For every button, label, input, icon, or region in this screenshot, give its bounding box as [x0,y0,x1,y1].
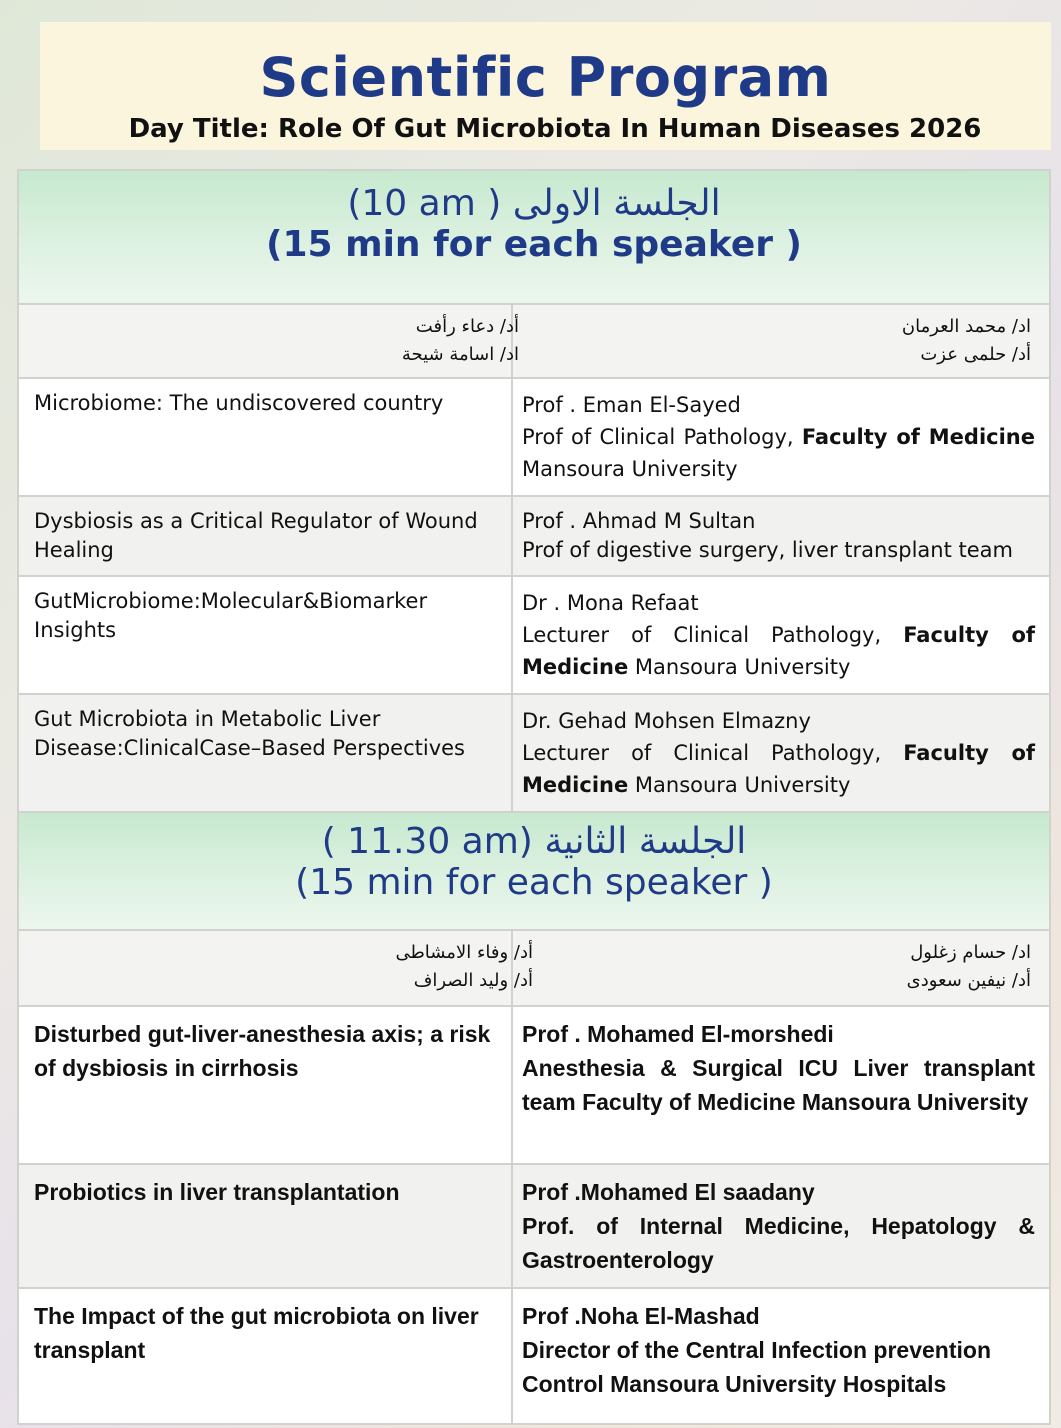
speaker-affiliation: Prof. of Internal Medicine, Hepatology & Gastroenterology [522,1213,1035,1273]
aff-part: Lecturer of Clinical Pathology, [522,623,882,647]
session-2-note: (15 min for each speaker ) [295,862,773,903]
session-2-cell [18,812,1050,930]
speaker-cell [512,1164,1050,1288]
speaker-name: Prof .Mohamed El saadany [522,1179,815,1205]
header-banner [40,22,1051,150]
day-title-text: Day Title: Role Of Gut Microbiota In Human Diseases 2026 [128,114,982,144]
aff-part: Mansoura University [634,655,851,679]
talk-row [18,1164,1050,1288]
chairs-right [513,305,1049,377]
talk-topic: The Impact of the gut microbiota on liver transplant [34,1303,479,1363]
chairs-row [18,930,1050,1006]
topic-cell [18,694,512,812]
topic-cell [18,1164,512,1288]
topic-cell [18,1288,512,1424]
chairs-right [513,931,1049,1003]
aff-part: Mansoura University [634,773,851,797]
talk-row [18,576,1050,694]
talk-topic: Gut Microbiota in Metabolic Liver Disease:ClinicalCase–Based Perspectives [34,707,465,760]
speaker-block [513,497,1049,575]
speaker-affiliation [522,619,1035,683]
speaker-name: Prof . Eman El-Sayed [522,393,741,417]
session-2-title [19,813,1049,862]
talk-row [18,694,1050,812]
talk-topic: Dysbiosis as a Critical Regulator of Wound Healing [34,509,478,562]
chairs-left [19,931,533,1003]
day-title [40,114,1051,144]
topic-cell [18,496,512,576]
talk-row [18,1006,1050,1164]
program-table [17,169,1051,1425]
session-1-note: (15 min for each speaker ) [265,224,803,265]
session-2-title-ar: الجلسة الثانية [544,821,747,862]
talk-row [18,1288,1050,1424]
chair-name: أد/ نيفين سعودى [906,970,1031,991]
chairs-right-cell [512,304,1050,378]
speaker-name: Prof .Noha El-Mashad [522,1303,760,1329]
talk-topic: Disturbed gut-liver-anesthesia axis; a risk of dysbiosis in cirrhosis [34,1021,491,1081]
talk-row [18,496,1050,576]
aff-part: Faculty of Medicine [801,425,1035,449]
talk-topic: GutMicrobiome:Molecular&Biomarker Insights [34,589,428,642]
speaker-cell [512,1288,1050,1424]
chairs-right-cell [512,930,1050,1006]
speaker-name: Prof . Ahmad M Sultan [522,509,756,533]
chairs-row [18,304,1050,378]
speaker-name: Dr. Gehad Mohsen Elmazny [522,709,811,733]
speaker-block [513,1165,1049,1287]
talk-topic: Microbiome: The undiscovered country [34,391,444,415]
page-title: Scientific Program [259,46,832,109]
chairs-left-cell [18,304,519,378]
talk-topic: Probiotics in liver transplantation [34,1179,400,1205]
speaker-name: Prof . Mohamed El-morshedi [522,1021,834,1047]
chair-name: أد/ دعاء رأفت [415,316,519,337]
speaker-affiliation [522,737,1035,801]
chair-name: اد/ حسام زغلول [910,942,1031,963]
speaker-block [513,695,1049,811]
speaker-block [513,1007,1049,1129]
aff-part: Faculty of Medicine [522,623,1036,679]
chair-name: أد/ وليد الصراف [413,970,533,991]
chair-name: أد/ وفاء الامشاطى [395,942,533,963]
speaker-cell [512,496,1050,576]
speaker-block [513,1289,1049,1411]
aff-part: Mansoura University [522,457,738,481]
chair-name: أد/ حلمى عزت [920,344,1031,365]
chair-name: اد/ محمد العرمان [901,316,1031,337]
speaker-name: Dr . Mona Refaat [522,591,699,615]
speaker-affiliation [522,421,1035,485]
aff-part: Prof of Clinical Pathology, [522,425,794,449]
session-2-time: ( 11.30 am) [321,821,533,862]
speaker-cell [512,378,1050,496]
speaker-block [513,577,1049,693]
topic-cell [18,378,512,496]
speaker-block [513,379,1049,495]
session-1-time: (10 am ) [347,183,502,224]
chairs-left-cell [18,930,533,1006]
session-1-cell [18,170,1050,304]
chair-name: اد/ اسامة شيحة [401,344,519,365]
chairs-left [19,305,519,377]
speaker-affiliation: Director of the Central Infection prevention Control Mansoura University Hospitals [522,1337,991,1397]
speaker-cell [512,694,1050,812]
session-header [18,812,1050,930]
aff-part: Faculty of Medicine [522,741,1036,797]
session-1-title-ar: الجلسة الاولى [512,183,721,224]
speaker-cell [512,1006,1050,1164]
session-1-title [19,171,1049,224]
speaker-affiliation: Anesthesia & Surgical ICU Liver transplant team Faculty of Medicine Mansoura University [522,1055,1035,1115]
aff-part: Lecturer of Clinical Pathology, [522,741,882,765]
speaker-affiliation: Prof of digestive surgery, liver transplant team [522,538,1013,562]
speaker-cell [512,576,1050,694]
session-header [18,170,1050,304]
talk-row [18,378,1050,496]
topic-cell [18,1006,512,1164]
topic-cell [18,576,512,694]
